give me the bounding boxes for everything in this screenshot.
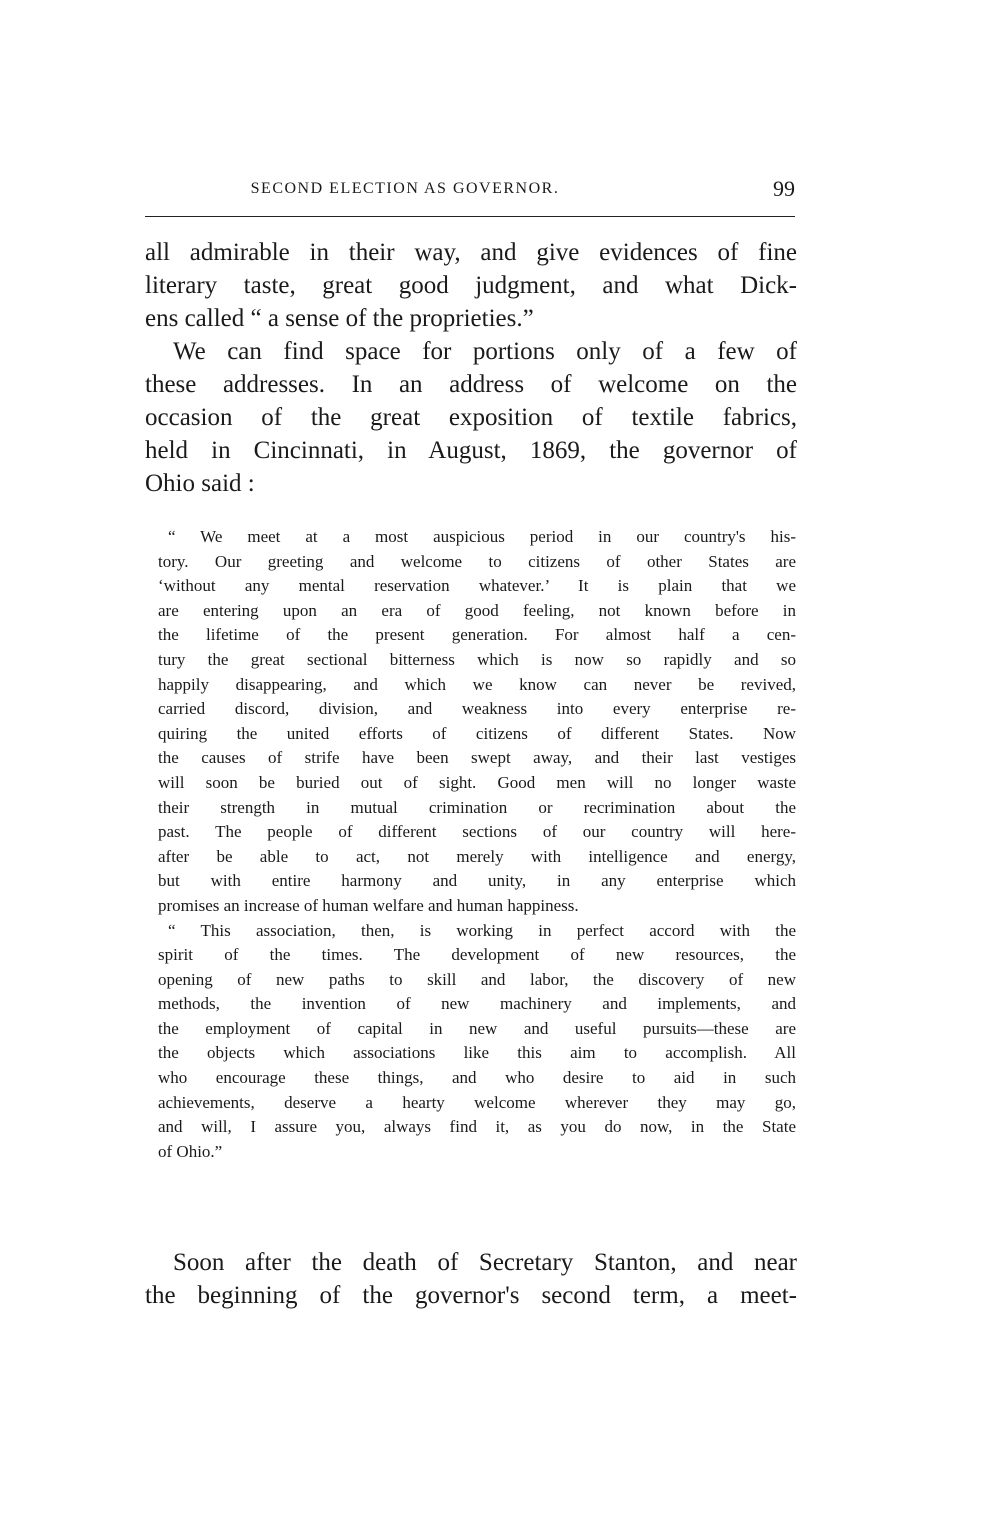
text-line: happily disappearing, and which we know can never be revived, — [158, 674, 796, 694]
text-line: Soon after the death of Secretary Stanton, and near — [173, 1249, 797, 1276]
text-line: their strength in mutual crimination or recrimination about the — [158, 797, 796, 817]
text-line: after be able to act, not merely with intelligence and energy, — [158, 846, 796, 866]
text-line: who encourage these things, and who desire to aid in such — [158, 1068, 796, 1088]
text-line: promises an increase of human welfare and human happiness. — [158, 895, 579, 915]
text-line: are entering upon an era of good feeling, not known before in — [158, 600, 796, 620]
text-line: “ We meet at a most auspicious period in our country's his- — [168, 527, 796, 546]
text-line: occasion of the great exposition of textile fabrics, — [145, 404, 797, 431]
text-line: held in Cincinnati, in August, 1869, the governor of — [145, 437, 797, 464]
text-line: literary taste, great good judgment, and what Dick- — [145, 272, 797, 299]
text-line: achievements, deserve a hearty welcome wherever they may go, — [158, 1092, 796, 1112]
text-line: We can find space for portions only of a few of — [173, 338, 797, 365]
paragraph-intro — [145, 236, 797, 500]
header-rule — [145, 216, 795, 217]
text-line: the lifetime of the present generation. For almost half a cen- — [158, 625, 796, 645]
text-line: past. The people of different sections of our country will here- — [158, 822, 796, 842]
text-line: ens called “ a sense of the proprieties.” — [145, 305, 534, 332]
text-line: of Ohio.” — [158, 1141, 223, 1161]
text-line: will soon be buried out of sight. Good men will no longer waste — [158, 772, 796, 792]
text-line: ‘without any mental reservation whatever.’ It is plain that we — [158, 576, 796, 596]
text-line: the objects which associations like this aim to accomplish. All — [158, 1043, 796, 1063]
text-line: the causes of strife have been swept away, and their last vestiges — [158, 748, 796, 768]
text-line: these addresses. In an address of welcome on the — [145, 371, 797, 398]
page-header — [145, 176, 795, 206]
text-line: opening of new paths to skill and labor, the discovery of new — [158, 969, 796, 989]
text-line: “ This association, then, is working in perfect accord with the — [168, 920, 796, 940]
paragraph-closing — [145, 1246, 797, 1312]
text-line: tury the great sectional bitterness which is now so rapidly and so — [158, 649, 796, 669]
quoted-address — [158, 525, 796, 1164]
text-line: quiring the united efforts of citizens of different States. Now — [158, 723, 796, 743]
text-line: spirit of the times. The development of new resources, the — [158, 945, 796, 965]
text-line: the beginning of the governor's second term, a meet- — [145, 1282, 797, 1309]
text-line: methods, the invention of new machinery and implements, and — [158, 994, 796, 1014]
text-line: all admirable in their way, and give evidences of fine — [145, 239, 797, 266]
text-line: the employment of capital in new and useful pursuits—these are — [158, 1018, 796, 1038]
text-line: and will, I assure you, always find it, as you do now, in the State — [158, 1117, 796, 1137]
page-number: 99 — [773, 176, 795, 201]
text-line: tory. Our greeting and welcome to citizens of other States are — [158, 551, 796, 571]
text-line: but with entire harmony and unity, in any enterprise which — [158, 871, 796, 891]
running-title: SECOND ELECTION AS GOVERNOR. — [250, 180, 560, 197]
text-line: Ohio said : — [145, 470, 255, 497]
text-line: carried discord, division, and weakness into every enterprise re- — [158, 699, 796, 719]
